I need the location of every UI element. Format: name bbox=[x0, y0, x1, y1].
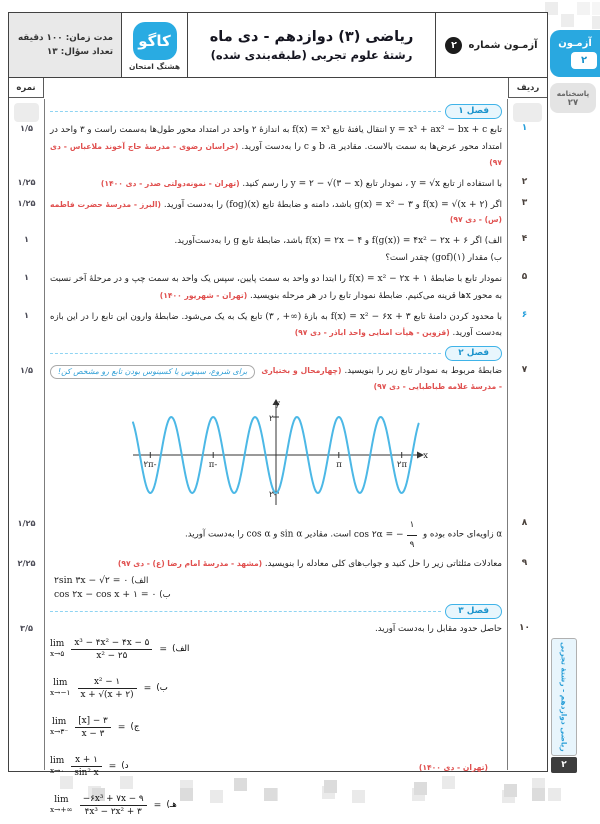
question-row-4 bbox=[24, 233, 528, 267]
equation-item-a: الف) ۲sin ۳x − √۲ = ۰ bbox=[54, 574, 149, 586]
exam-title: ریاضی (۳) دوازدهم - دی ماه bbox=[209, 28, 414, 45]
exam-body bbox=[9, 99, 547, 817]
chapter-3-divider bbox=[50, 604, 502, 619]
duration-text: مدت زمان: ۱۰۰ دقیقه bbox=[17, 33, 113, 43]
question-row-7 bbox=[20, 364, 528, 514]
question-text: تابع y = x³ + ax² − bx + c انتقال یافتهٔ تابع f(x) = x³ به اندازهٔ ۲ واحد در امتداد محور طول‌ها به‌سمت راست و ۳ واحد در امتداد محور عرض‌ها به سمت بالاست. مقادیر a، b و c را به‌دست آورید. (خراسان رضوی - مدرسهٔ حاج آخوند ملاعباس - دی ۹۷) bbox=[50, 125, 502, 167]
exam-tab-label: آزمـون bbox=[558, 38, 592, 49]
chapter-2-label: فصل ۲ bbox=[445, 346, 502, 361]
answer-sheet-ref bbox=[550, 83, 596, 113]
question-row-6 bbox=[24, 309, 528, 342]
row-column-label: ردیف bbox=[508, 78, 547, 98]
x-tick-label: ۲π bbox=[396, 460, 408, 471]
answer-sheet-page: ۲۷ bbox=[567, 97, 579, 108]
score-value: ۳/۵ bbox=[20, 622, 33, 633]
question-text: معادلات مثلثاتی زیر را حل کنید و جواب‌های کلی معادله را بنویسید. (مشهد - مدرسهٔ امام رضا (ع) - دی ۹۷) bbox=[117, 559, 502, 569]
question-number: ۷ bbox=[521, 364, 528, 375]
question-number: ۱۰ bbox=[519, 622, 530, 633]
question-row-10 bbox=[20, 622, 530, 824]
row-column-placeholder bbox=[513, 103, 542, 122]
equation-formula: ۲sin ۳x − √۲ = ۰ bbox=[54, 574, 129, 586]
question-row-9 bbox=[17, 557, 528, 600]
divider-dashed-line bbox=[50, 111, 441, 112]
exam-number-badge: ۲ bbox=[445, 37, 462, 54]
chapter-1-label: فصل ۱ bbox=[445, 104, 502, 119]
question-count-text: تعداد سؤال: ۱۳ bbox=[46, 47, 113, 57]
question-number: ۵ bbox=[521, 272, 528, 283]
chapter-1-divider bbox=[50, 104, 502, 119]
x-tick-label: π bbox=[336, 460, 342, 471]
chapter-3-label: فصل ۳ bbox=[445, 604, 502, 619]
chapter-2-divider bbox=[50, 346, 502, 361]
question-number: ۹ bbox=[521, 558, 528, 568]
limit-item-a: الف) lim x→۵ $\frac{\text{x³ − ۴x² − ۴x − ۵}}{\text{x² − ۲۵}}$ = bbox=[50, 637, 190, 661]
questions-content bbox=[17, 99, 530, 824]
question-number: ۱ bbox=[521, 123, 528, 133]
sine-wave-figure bbox=[50, 397, 502, 513]
question-text: با استفاده از تابع y = √x ، نمودار تابع y = ۲ − √(۳ − x) را رسم کنید. (تهران - نمونه‌دولتی صدر - دی ۱۴۰۰) bbox=[100, 178, 502, 189]
page-number-badge: ۲ bbox=[551, 757, 577, 773]
exam-sheet bbox=[8, 12, 548, 817]
limit-item-e: هـ) lim x→+∞ $\frac{\text{−۶x³ + ۷x − ۹}}{\text{۴x³ − ۲x² + ۳}}$ = bbox=[50, 793, 177, 817]
side-footer-text: ریاضی دوازدهم - رشتهٔ تجربی bbox=[559, 642, 569, 752]
y-axis-label: y bbox=[275, 399, 280, 410]
score-column-line bbox=[44, 99, 45, 770]
question-source: (تهران - دی ۱۴۰۰) bbox=[418, 762, 488, 772]
equation-item-b: ب) cos ۲x − cos x + ۱ = ۰ bbox=[54, 588, 171, 600]
question-row-8 bbox=[17, 517, 528, 553]
exam-title-cell bbox=[187, 13, 435, 77]
exam-tab bbox=[550, 30, 600, 77]
kagoo-logo: کاگو bbox=[133, 22, 177, 60]
divider-dashed-line bbox=[50, 353, 441, 354]
limit-item-d: د) lim x→۰ $\frac{x + ۱}{\text{sin² x}}$ = (تهران - دی ۱۴۰۰) bbox=[50, 754, 488, 778]
limit-item-b: ب) lim x→−۱ $\frac{\text{x² − ۱}}{x + √(x + ۲)}$ = bbox=[50, 676, 168, 700]
x-tick-label: -π bbox=[208, 460, 218, 471]
x-tick-label: -۲π bbox=[143, 460, 157, 471]
score-value: ۱/۲۵ bbox=[17, 518, 36, 529]
score-value: ۱ bbox=[24, 309, 29, 320]
equation-formula: cos ۲x − cos x + ۱ = ۰ bbox=[54, 588, 157, 600]
x-axis-label: x bbox=[423, 451, 428, 462]
question-text: با محدود کردن دامنهٔ تابع f(x) = x² − ۶x + ۳ به بازهٔ (۳ , +∞) تابع یک به یک می‌شود. ضابطهٔ وارون این تابع را در این بازه به‌دست آورید. (قزوین - هیأت امنایی واحد اباذر - دی ۹۷) bbox=[50, 311, 502, 338]
column-labels-row bbox=[9, 78, 547, 99]
score-value: ۱ bbox=[24, 234, 29, 245]
exam-header bbox=[9, 13, 547, 78]
question-number: ۸ bbox=[521, 518, 528, 529]
hint-note: برای شروع، سینوس یا کسینوس بودن تابع رو مشخص کن! bbox=[50, 365, 255, 379]
score-value: ۱/۲۵ bbox=[17, 197, 36, 208]
side-footer-strip bbox=[551, 638, 577, 756]
exam-number-label: آزمـون شماره bbox=[468, 39, 538, 51]
exam-subtitle: رشتهٔ علوم تجربی (طبقه‌بندی شده) bbox=[210, 47, 413, 62]
divider-dashed-line bbox=[50, 611, 441, 612]
exam-tab-number: ۲ bbox=[571, 52, 597, 69]
y-tick-label: -۲ bbox=[269, 490, 277, 501]
question-row-1 bbox=[20, 122, 528, 172]
publisher-logo-cell bbox=[121, 13, 187, 77]
score-value: ۲/۲۵ bbox=[17, 558, 36, 568]
score-column-label: نمره bbox=[9, 78, 44, 98]
question-text: اگر f(x) = √(x + ۲) و g(x) = x² − ۳ باشد، دامنه و ضابطهٔ تابع (fog)(x) را به‌دست آورید. (البرز - مدرسهٔ حضرت فاطمه (س) - دی ۹۷) bbox=[50, 199, 503, 225]
question-row-3 bbox=[17, 197, 528, 230]
y-tick-label: ۲ bbox=[269, 414, 274, 425]
question-row-2 bbox=[17, 176, 528, 193]
question-number: ۴ bbox=[521, 234, 528, 245]
exam-number-cell bbox=[435, 13, 547, 77]
question-text: نمودار تابع با ضابطهٔ f(x) = x² − ۲x + ۱ را ابتدا دو واحد به سمت پایین، سپس یک واحد به سمت چپ و در مرحلهٔ آخر نسبت به محور xها قرینه می‌کنیم. ضابطهٔ نمودار تابع را در هر مرحله بنویسید. (تهران - شهریور ۱۴۰۰) bbox=[50, 274, 502, 302]
question-text-part-b: ب) مقدار (gof)(۱) چقدر است؟ bbox=[385, 253, 502, 264]
exam-meta-cell bbox=[9, 13, 121, 77]
answer-sheet-label: پاسخنامه bbox=[556, 88, 590, 98]
question-row-5 bbox=[24, 271, 528, 305]
question-text: ضابطهٔ مربوط به نمودار تابع زیر را بنویسید. (چهارمحال و بختیاری - مدرسهٔ علامه طباطبایی - دی ۹۷) bbox=[261, 365, 502, 391]
score-value: ۱/۲۵ bbox=[17, 176, 36, 187]
question-number: ۶ bbox=[521, 309, 528, 320]
question-number: ۳ bbox=[521, 197, 528, 208]
question-text-part-a: الف) اگر f(g(x)) = ۴x² − ۲x + ۶ و f(x) = ۲x − ۴ باشد، ضابطهٔ تابع g را به‌دست‌آورید. bbox=[174, 236, 502, 247]
score-value: ۱/۵ bbox=[20, 123, 33, 133]
logo-caption: هشتگ امتحان bbox=[128, 61, 181, 71]
question-number: ۲ bbox=[521, 176, 528, 187]
question-text: α زاویه‌ای حاده بوده و cos ۲α = − $\frac{۱}{۹}$ است. مقادیر sin α و cos α را به‌دست آورید. bbox=[50, 517, 502, 553]
limit-item-c: ج) lim x→۳⁻ $\frac{[x] - ۳}{x - ۳}$ = bbox=[50, 715, 140, 739]
score-column-placeholder bbox=[14, 103, 39, 122]
question-text: حاصل حدود مقابل را به‌دست آورید. bbox=[375, 623, 502, 634]
score-value: ۱ bbox=[24, 272, 29, 283]
score-value: ۱/۵ bbox=[20, 364, 33, 375]
